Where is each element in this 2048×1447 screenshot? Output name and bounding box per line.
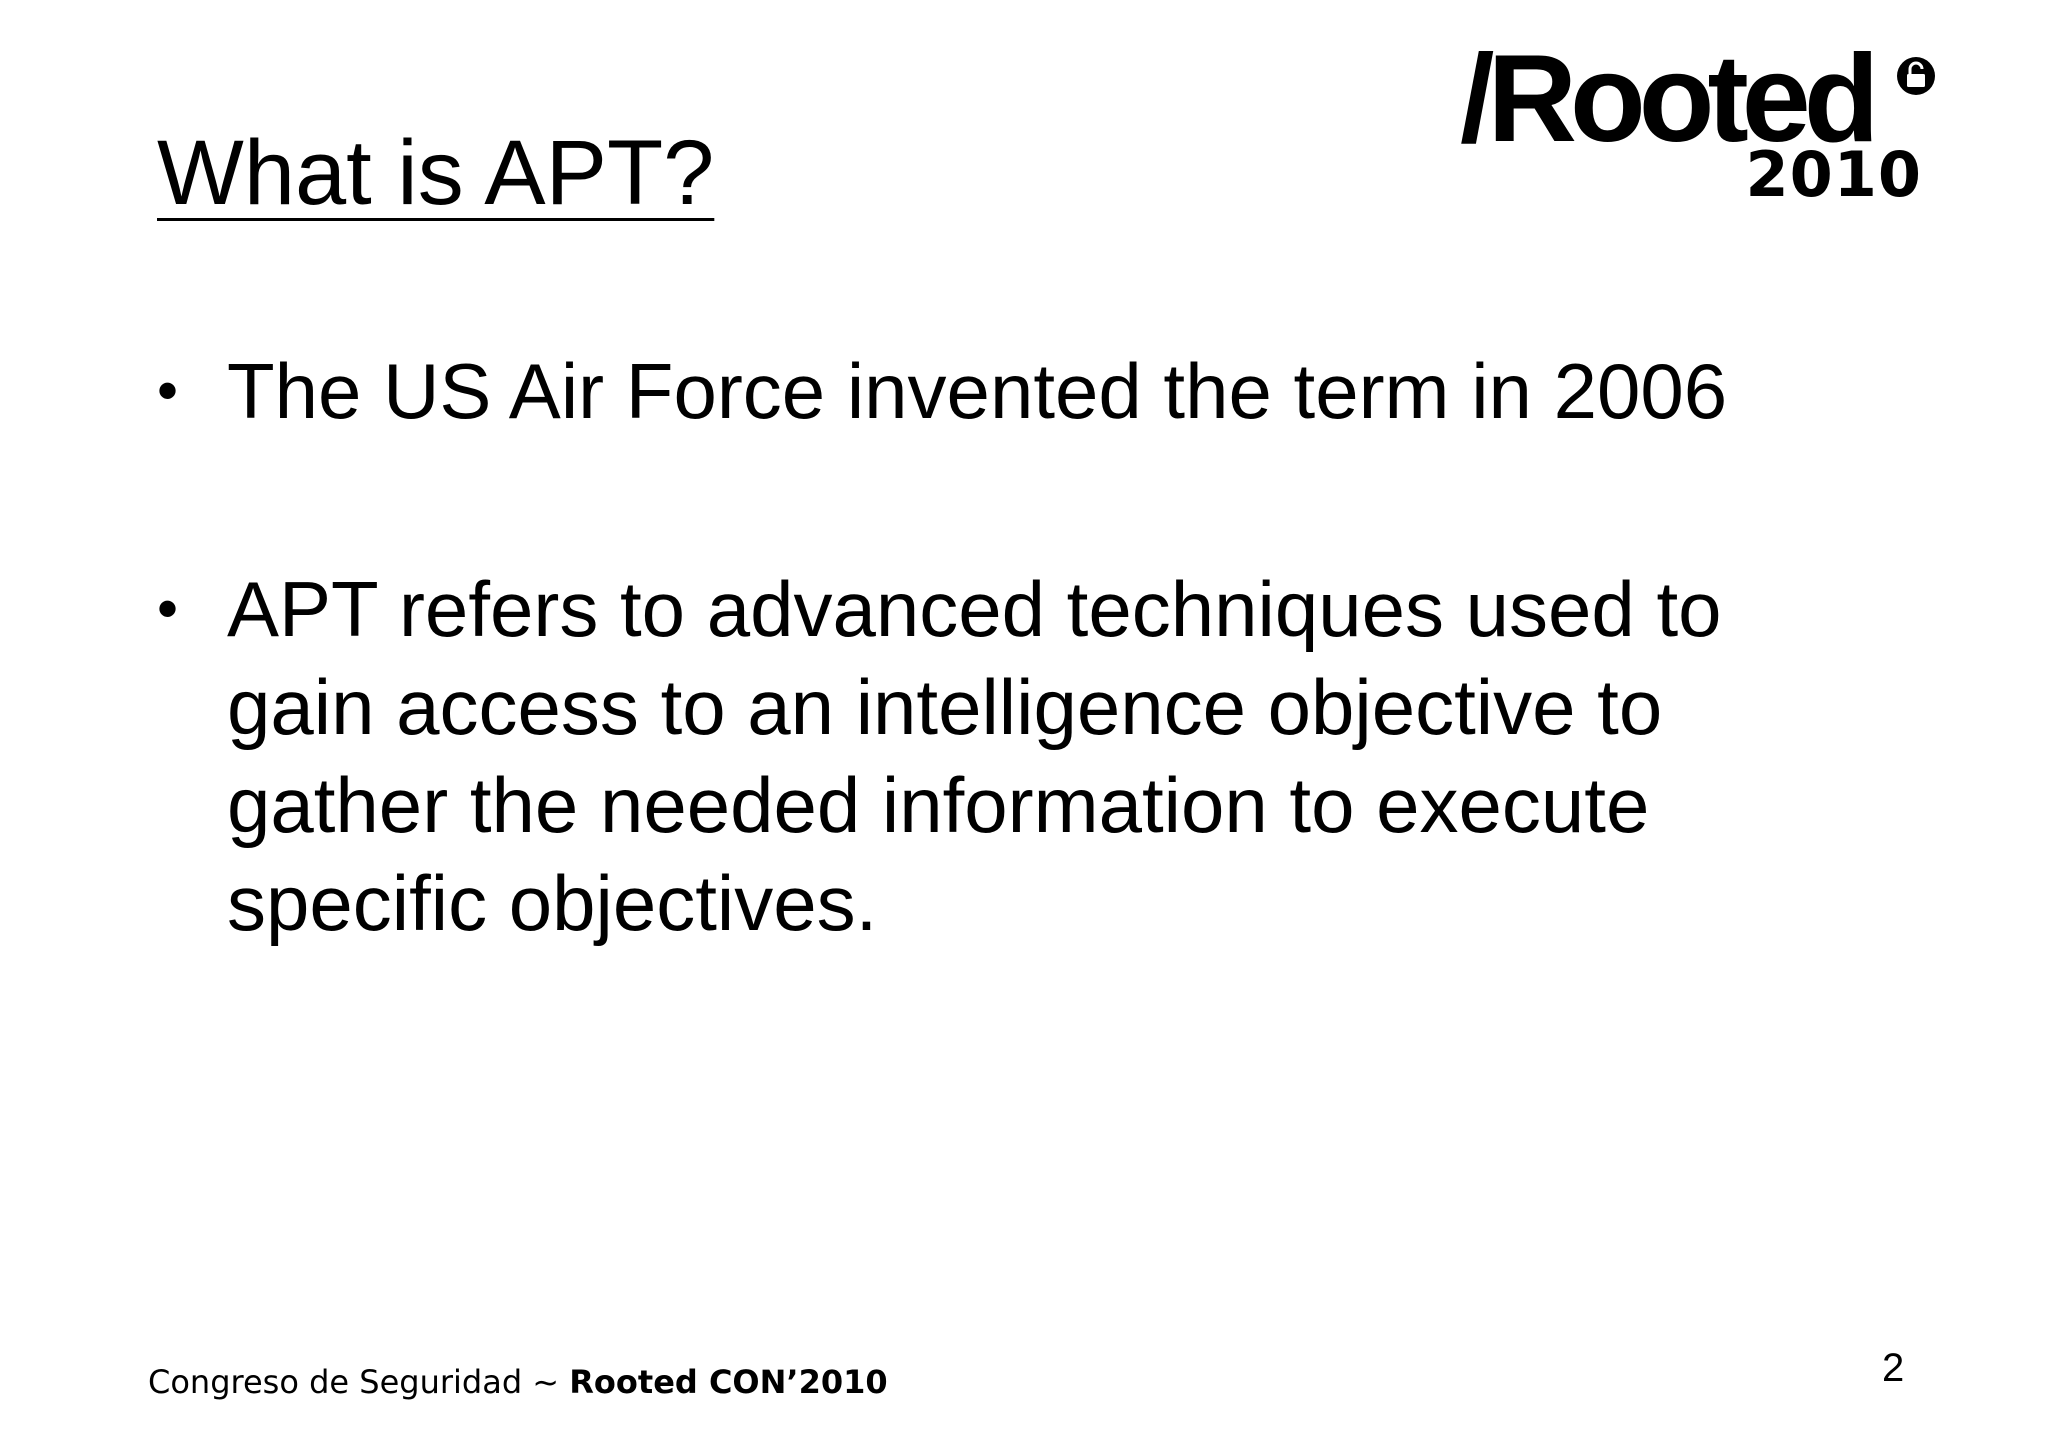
- bullet-marker: •: [157, 357, 179, 424]
- bullet-list: [157, 342, 1837, 952]
- page-number: 2: [1882, 1346, 1905, 1390]
- footer: [148, 1362, 888, 1402]
- bullet-marker: •: [157, 575, 179, 642]
- bullet-text: APT refers to advanced techniques used to gain access to an intelligence objective to gather the needed information to execute specific objectives.: [227, 565, 1722, 947]
- padlock-icon: [1896, 54, 1936, 98]
- footer-prefix: Congreso de Seguridad ~: [148, 1363, 570, 1401]
- bullet-item: [157, 560, 1837, 952]
- footer-event: Rooted CON’2010: [569, 1363, 888, 1401]
- logo-year: 2010: [1745, 138, 1922, 211]
- slide-title: What is APT?: [157, 122, 715, 224]
- rooted-logo: [1460, 30, 1930, 211]
- bullet-item: [157, 342, 1837, 440]
- logo-wordmark: /Rooted: [1460, 30, 1873, 168]
- bullet-text: The US Air Force invented the term in 2006: [227, 347, 1728, 435]
